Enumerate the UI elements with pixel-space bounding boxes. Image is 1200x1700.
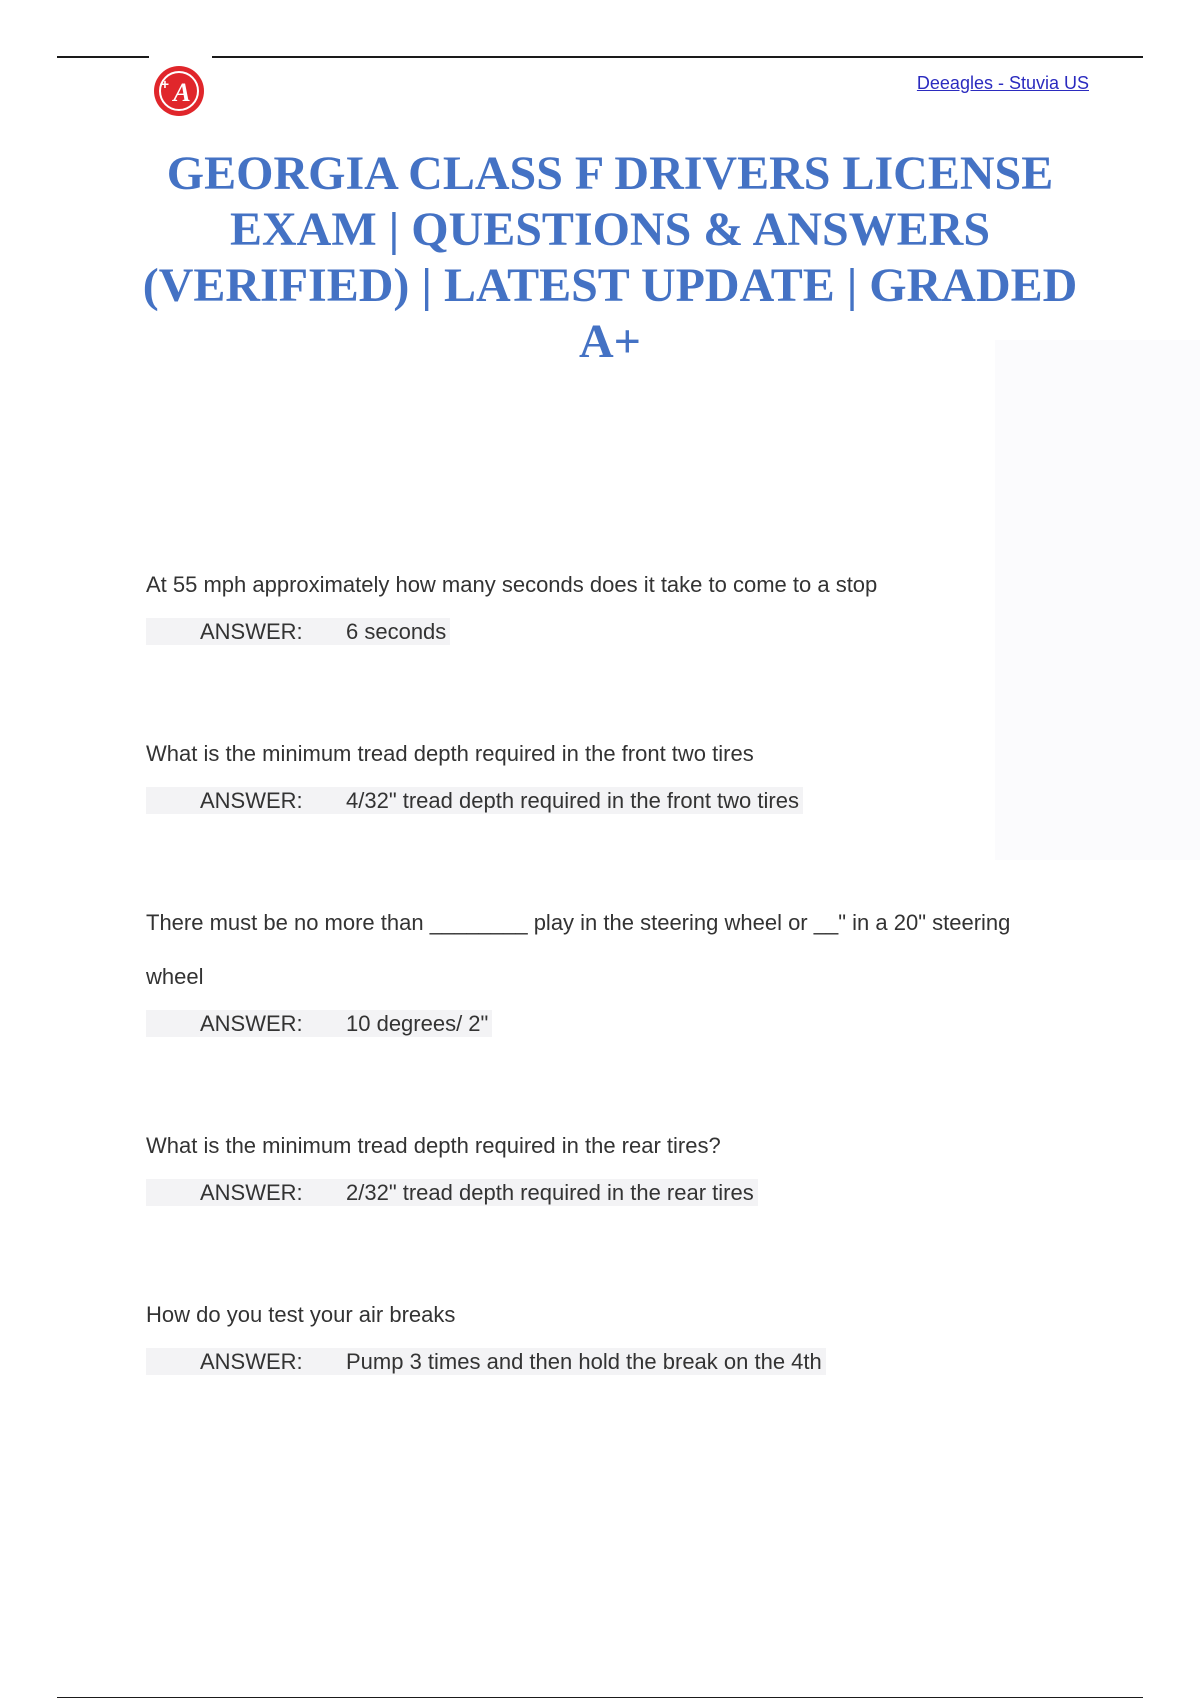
answer-block bbox=[146, 787, 803, 814]
answer-text: 6 seconds bbox=[346, 619, 447, 644]
svg-text:A: A bbox=[173, 78, 191, 107]
document-title: GEORGIA CLASS F DRIVERS LICENSE EXAM | QUESTIONS & ANSWERS (VERIFIED) | LATEST UPDATE | GRADED A+ bbox=[142, 147, 1078, 368]
answer-label: ANSWER: bbox=[200, 1180, 303, 1205]
answer-text: 2/32" tread depth required in the rear tires bbox=[346, 1180, 754, 1205]
header-rule-left bbox=[57, 56, 149, 58]
qa-item bbox=[146, 896, 1046, 1037]
a-plus-badge-icon bbox=[151, 63, 207, 119]
footer-rule bbox=[57, 1697, 1143, 1698]
answer-block bbox=[146, 1179, 758, 1206]
answer-label: ANSWER: bbox=[200, 619, 303, 644]
qa-item bbox=[146, 1119, 1046, 1206]
answer-block bbox=[146, 618, 450, 645]
question-text: What is the minimum tread depth required in the front two tires bbox=[146, 741, 754, 766]
author-link[interactable]: Deeagles - Stuvia US bbox=[916, 73, 1089, 93]
qa-item bbox=[146, 558, 1046, 645]
question-text: There must be no more than ________ play in the steering wheel or __" in a 20" steering wheel bbox=[146, 910, 1011, 989]
header-rule-right bbox=[212, 56, 1143, 58]
question-text: How do you test your air breaks bbox=[146, 1302, 456, 1327]
qa-item bbox=[146, 727, 1046, 814]
question-text: At 55 mph approximately how many seconds does it take to come to a stop bbox=[146, 572, 878, 597]
qa-item bbox=[146, 1288, 1046, 1375]
answer-text: Pump 3 times and then hold the break on the 4th bbox=[346, 1349, 822, 1374]
answer-text: 10 degrees/ 2" bbox=[346, 1011, 489, 1036]
qa-list bbox=[146, 558, 1046, 1457]
answer-block bbox=[146, 1348, 826, 1375]
answer-label: ANSWER: bbox=[200, 1011, 303, 1036]
svg-text:+: + bbox=[160, 76, 170, 92]
answer-label: ANSWER: bbox=[200, 788, 303, 813]
answer-block bbox=[146, 1010, 492, 1037]
answer-text: 4/32" tread depth required in the front two tires bbox=[346, 788, 799, 813]
question-text: What is the minimum tread depth required in the rear tires? bbox=[146, 1133, 721, 1158]
answer-label: ANSWER: bbox=[200, 1349, 303, 1374]
